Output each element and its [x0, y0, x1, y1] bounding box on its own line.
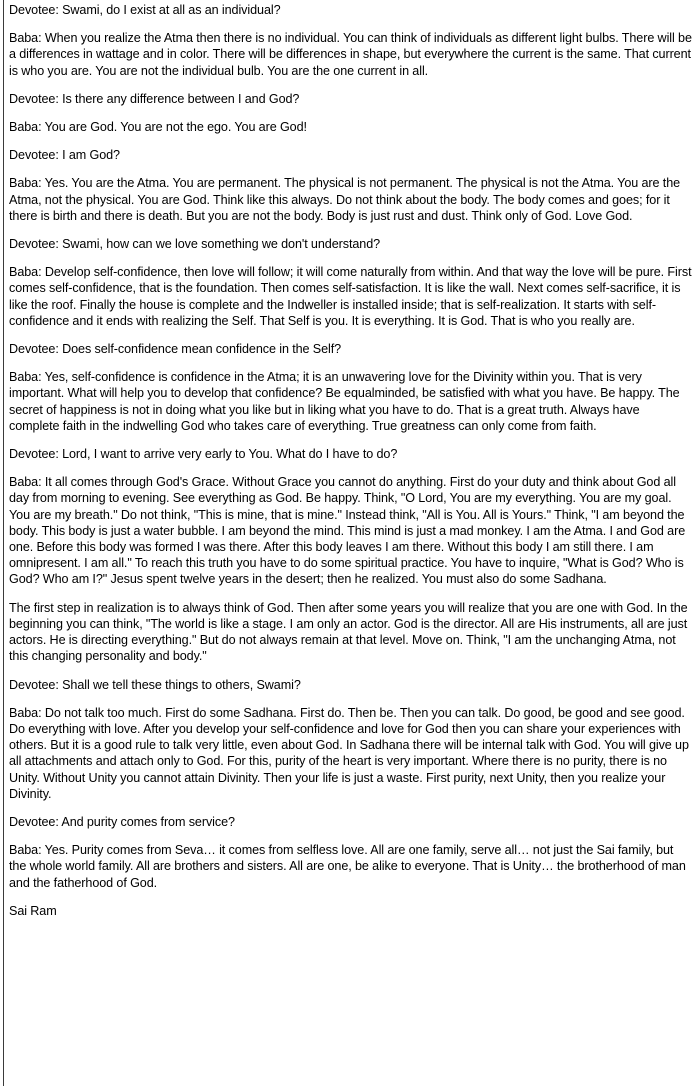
transcript-paragraph: Devotee: And purity comes from service? [9, 814, 235, 829]
transcript-paragraph: Devotee: Does self-confidence mean confidence in the Self? [9, 342, 342, 357]
transcript-paragraph: The first step in realization is to always think of God. Then after some years you will realize that you are one with God. In the beginning you can think, "The world is like a stage. I am only an actor. God is the director. All are His instruments, all are just actors. He is directing everything." But do not always remain at that level. Move on. Think, "I am the unchanging Atma, not this changing personality and body." [9, 600, 688, 664]
transcript-paragraph: Baba: You are God. You are not the ego. You are God! [9, 120, 307, 135]
transcript-paragraph: Baba: Yes. You are the Atma. You are permanent. The physical is not permanent. The physical is not the Atma. You are the Atma, not the physical. You are God. Think like this always. Do not think about the body. The body comes and goes; for it there is birth and there is death. But you are not the body. Body is just rust and dust. Think only of God. Love God. [9, 176, 681, 223]
transcript-paragraph: Baba: Develop self-confidence, then love will follow; it will come naturally from within. And that way the love will be pure. First comes self-confidence, that is the foundation. Then comes self-satisfaction. It is like the wall. Next comes self-sacrifice, it is like the roof. Finally the house is complete and the Indweller is installed inside; that is self-realization. It starts with self-confidence and it ends with realizing the Self. That Self is you. It is everything. It is God. That is who you really are. [9, 265, 692, 328]
transcript-paragraph: Devotee: Lord, I want to arrive very early to You. What do I have to do? [9, 447, 398, 462]
transcript-closing: Sai Ram [9, 903, 57, 918]
transcript-paragraph: Baba: When you realize the Atma then there is no individual. You can think of individuals as different light bulbs. There will be a differences in wattage and in color. There will be differences in shape, but everywhere the current is the same. That current is who you are. You are not the individual bulb. You are the one current in all. [9, 31, 692, 78]
transcript-paragraph: Devotee: Swami, do I exist at all as an individual? [9, 3, 281, 17]
transcript-paragraph: Devotee: Shall we tell these things to others, Swami? [9, 677, 301, 692]
transcript-body [9, 2, 693, 919]
transcript-paragraph: Baba: Do not talk too much. First do some Sadhana. First do. Then be. Then you can talk. Do good, be good and see good. Do everything with love. After you develop your self-confidence and love for God then you can share your experiences with others. But it is a good rule to talk very little, even about God. In Sadhana there will be internal talk with God. You will give up all attachments and attach only to God. For this, purity of the heart is very important. Where there is no purity, there is no Unity. Without Unity you cannot attain Divinity. Then your life is just a waste. First purity, next Unity, then you realize your Divinity. [9, 705, 689, 801]
transcript-paragraph: Devotee: Swami, how can we love something we don't understand? [9, 237, 381, 252]
transcript-paragraph: Baba: Yes, self-confidence is confidence in the Atma; it is an unwavering love for the Divinity within you. That is very important. What will help you to develop that confidence? Be equalminded, be satisfied with what you have. Be happy. The secret of happiness is not in doing what you like but in liking what you have to do. That is a great truth. Always have complete faith in the indwelling God who takes care of everything. True greatness can only come from faith. [9, 370, 680, 433]
transcript-paragraph: Devotee: I am God? [9, 148, 120, 163]
left-margin-rule [3, 0, 4, 1086]
transcript-paragraph: Devotee: Is there any difference between I and God? [9, 91, 300, 106]
transcript-paragraph: Baba: It all comes through God's Grace. Without Grace you cannot do anything. First do your duty and think about God all day from morning to evening. See everything as God. Be happy. Think, "O Lord, You are my everything. You are my goal. You are my breath." Do not think, "This is mine, that is mine." Instead think, "All is You. All is Yours." Think, "I am beyond the body. This body is just a water bubble. I am beyond the mind. This mind is just a mad monkey. I am the Atma. I and God are one. Before this body was formed I was there. After this body leaves I am there. Without this body I am still there. I am omnipresent. I am all." To reach this truth you have to do some spiritual practice. You have to inquire, "What is God? Who is God? Who am I?" Jesus spent twelve years in the desert; then he realized. You must also do some Sadhana. [9, 475, 686, 587]
transcript-paragraph: Baba: Yes. Purity comes from Seva… it comes from selfless love. All are one family, serve all… not just the Sai family, but the whole world family. All are brothers and sisters. All are one, be alike to everyone. That is Unity… the brotherhood of man and the fatherhood of God. [9, 843, 686, 890]
